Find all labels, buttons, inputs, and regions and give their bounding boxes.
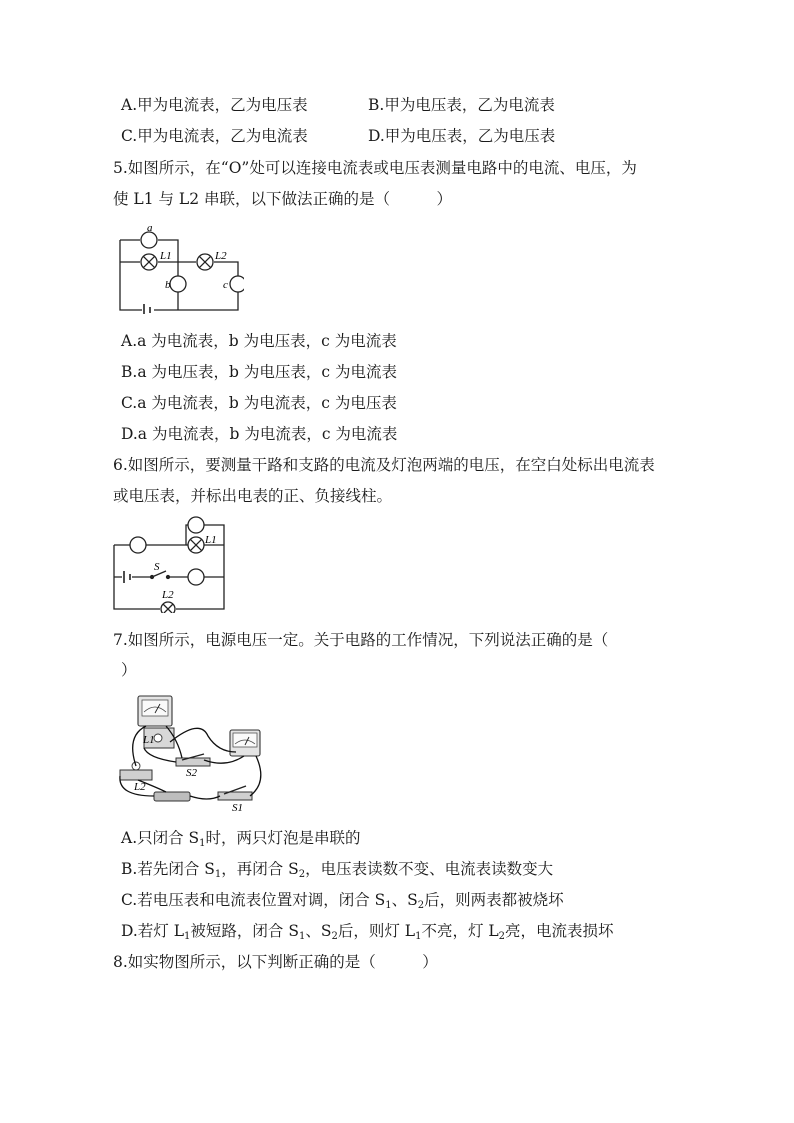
q5-label-a: a: [147, 222, 153, 234]
q7-stem-line1: 7.如图所示，电源电压一定。关于电路的工作情况，下列说法正确的是（: [113, 631, 609, 649]
q5-option-c: C.a 为电流表，b 为电流表，c 为电压表: [121, 394, 397, 412]
q7-label-l2: L2: [134, 781, 146, 793]
q6-label-l2: L2: [162, 589, 174, 601]
q5-stem-line2: 使 L1 与 L2 串联，以下做法正确的是（ ）: [113, 190, 453, 208]
q5-label-c: c: [223, 279, 228, 291]
q5-stem-line1: 5.如图所示，在“O”处可以连接电流表或电压表测量电路中的电流、电压，为: [113, 159, 637, 177]
q7-switch-s1: [218, 792, 252, 800]
q5-option-d: D.a 为电流表，b 为电流表，c 为电流表: [121, 425, 398, 443]
q8-stem: 8.如实物图所示，以下判断正确的是（ ）: [113, 953, 438, 971]
q6-circuit-diagram: [110, 515, 230, 613]
q7-lamp-l2: [120, 770, 152, 780]
q7-stem-line2: ）: [121, 661, 137, 679]
q5-circuit-diagram: [114, 222, 244, 314]
q5-option-a: A.a 为电流表，b 为电压表，c 为电流表: [121, 332, 397, 350]
q7-option-d: D.若灯 $L_1$被短路，闭合 $S_1$、$S_2$后，则灯 $L_1$不亮，灯 $L_2$亮，电流表损坏: [121, 922, 614, 942]
q5-option-b: B.a 为电压表，b 为电压表，c 为电流表: [121, 363, 397, 381]
q5-label-l2: L2: [215, 250, 227, 262]
q7-meter-left: [138, 696, 172, 726]
q5-meter-a: [141, 232, 157, 248]
q4-option-a: A.甲为电流表，乙为电压表: [121, 96, 308, 114]
q7-option-c: C.若电压表和电流表位置对调，闭合 $S_1$、$S_2$后，则两表都被烧坏: [121, 891, 564, 911]
q7-option-a: A.只闭合 $S_1$时，两只灯泡是串联的: [121, 829, 361, 849]
q6-lamp-l2: [161, 602, 175, 613]
q7-battery: [154, 792, 190, 801]
q6-label-s: S: [154, 561, 160, 573]
q4-option-c: C.甲为电流表，乙为电流表: [121, 127, 308, 145]
q5-meter-c: [230, 276, 244, 292]
q7-switch-s2: [176, 758, 210, 766]
q6-meter-top: [188, 517, 204, 533]
q7-real-circuit-photo: [118, 692, 278, 816]
q6-stem-line2: 或电压表，并标出电表的正、负接线柱。: [113, 487, 393, 505]
q6-label-l1: L1: [205, 534, 217, 546]
q5-label-l1: L1: [160, 250, 172, 262]
q7-option-b: B.若先闭合 $S_1$，再闭合 $S_2$，电压表读数不变、电流表读数变大: [121, 860, 554, 880]
q7-label-s2: S2: [186, 767, 197, 779]
q6-meter-right: [188, 569, 204, 585]
q4-option-d: D.甲为电压表，乙为电压表: [368, 127, 556, 145]
q5-meter-b: [170, 276, 186, 292]
q6-meter-left: [130, 537, 146, 553]
q5-label-b: b: [165, 279, 171, 291]
q4-option-b: B.甲为电压表，乙为电流表: [368, 96, 555, 114]
q6-stem-line1: 6.如图所示，要测量干路和支路的电流及灯泡两端的电压，在空白处标出电流表: [113, 456, 655, 474]
q7-label-l1: L1: [143, 734, 155, 746]
q7-label-s1: S1: [232, 802, 243, 814]
